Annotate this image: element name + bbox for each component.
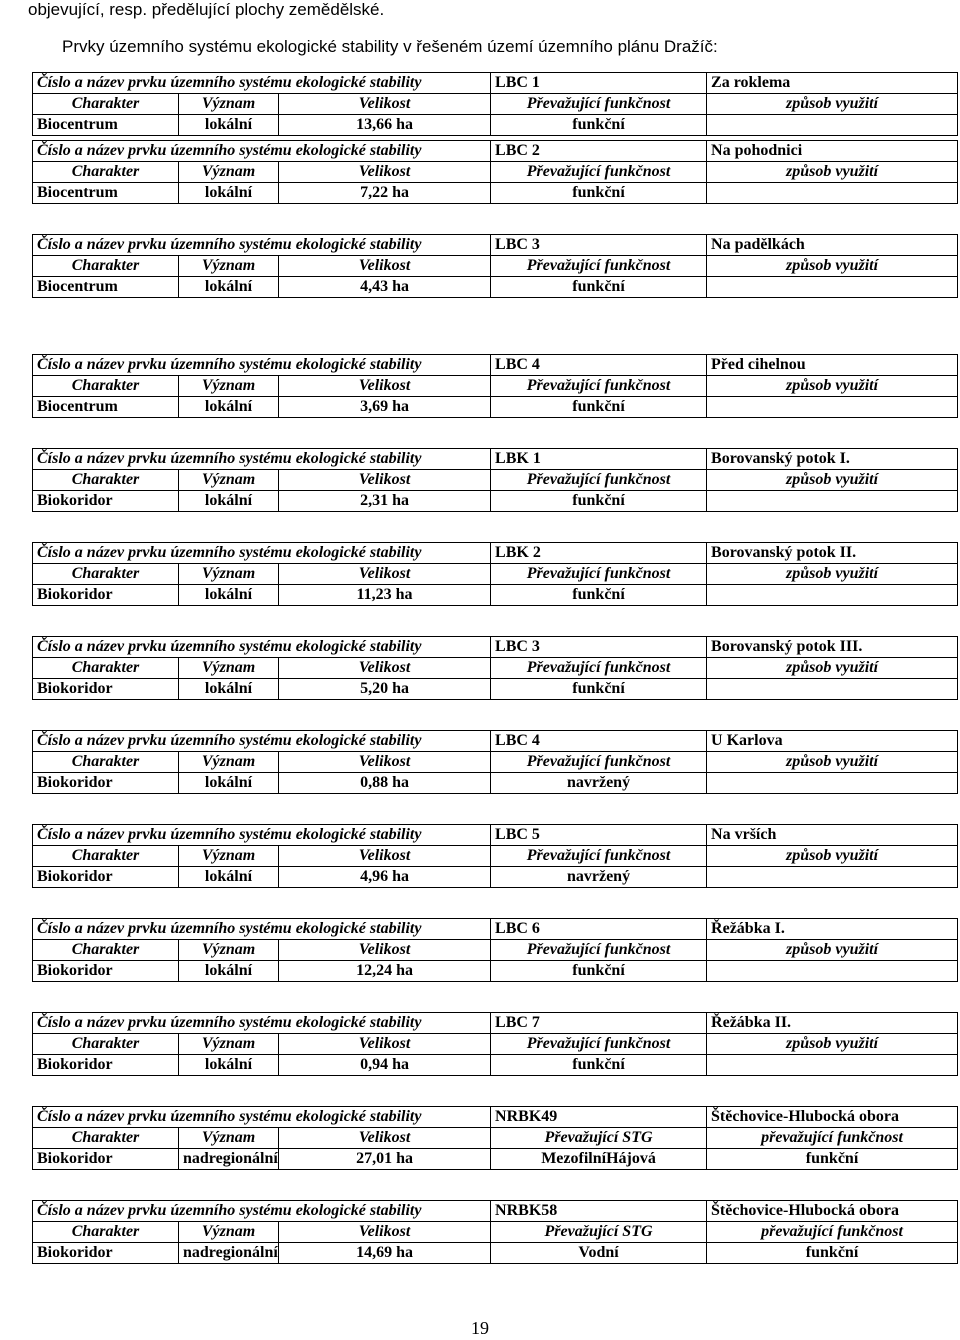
- column-value: Biocentrum: [33, 115, 179, 136]
- column-label: způsob využití: [707, 94, 958, 115]
- column-value: 12,24 ha: [279, 961, 491, 982]
- element-header-label: Číslo a název prvku územního systému ekologické stability: [33, 141, 491, 162]
- column-value: 13,66 ha: [279, 115, 491, 136]
- column-value: [707, 183, 958, 204]
- element-name: Na padělkách: [707, 235, 958, 256]
- column-label: způsob využití: [707, 162, 958, 183]
- column-label: převažující funkčnost: [707, 1128, 958, 1149]
- column-value: Biokoridor: [33, 1149, 179, 1170]
- column-label: způsob využití: [707, 1034, 958, 1055]
- element-header-label: Číslo a název prvku územního systému ekologické stability: [33, 731, 491, 752]
- column-label: Velikost: [279, 940, 491, 961]
- column-label: způsob využití: [707, 256, 958, 277]
- column-label: Velikost: [279, 752, 491, 773]
- column-value: Biokoridor: [33, 867, 179, 888]
- element-header-label: Číslo a název prvku územního systému ekologické stability: [33, 235, 491, 256]
- element-name: Před cihelnou: [707, 355, 958, 376]
- column-value: funkční: [491, 1055, 707, 1076]
- element-code: LBC 4: [491, 731, 707, 752]
- usses-element-table: [32, 1106, 958, 1170]
- element-header-label: Číslo a název prvku územního systému ekologické stability: [33, 825, 491, 846]
- column-value: [707, 679, 958, 700]
- column-label: Charakter: [33, 162, 179, 183]
- element-code: LBC 7: [491, 1013, 707, 1034]
- column-value: [707, 115, 958, 136]
- column-value: 4,43 ha: [279, 277, 491, 298]
- column-value: lokální: [179, 961, 279, 982]
- column-label: Převažující STG: [491, 1222, 707, 1243]
- column-label: Charakter: [33, 564, 179, 585]
- column-value: lokální: [179, 115, 279, 136]
- column-label: způsob využití: [707, 940, 958, 961]
- usses-element-table: [32, 730, 958, 794]
- column-label: Převažující funkčnost: [491, 940, 707, 961]
- column-value: 0,88 ha: [279, 773, 491, 794]
- column-label: Charakter: [33, 752, 179, 773]
- column-label: Převažující funkčnost: [491, 94, 707, 115]
- column-label: Velikost: [279, 256, 491, 277]
- usses-element-table: [32, 824, 958, 888]
- column-label: způsob využití: [707, 846, 958, 867]
- column-value: Biokoridor: [33, 585, 179, 606]
- usses-element-table: [32, 448, 958, 512]
- usses-element-table: [32, 1200, 958, 1264]
- column-value: 0,94 ha: [279, 1055, 491, 1076]
- element-header-label: Číslo a název prvku územního systému ekologické stability: [33, 355, 491, 376]
- column-label: Velikost: [279, 1128, 491, 1149]
- element-code: LBC 4: [491, 355, 707, 376]
- column-value: funkční: [491, 585, 707, 606]
- intro-line-2: Prvky územního systému ekologické stability v řešeném území územního plánu Dražíč:: [62, 37, 718, 56]
- column-value: MezofilníHájová: [491, 1149, 707, 1170]
- column-label: Charakter: [33, 658, 179, 679]
- usses-element-table: [32, 918, 958, 982]
- column-label: způsob využití: [707, 376, 958, 397]
- column-value: [707, 1055, 958, 1076]
- column-label: Význam: [179, 752, 279, 773]
- column-label: Charakter: [33, 1034, 179, 1055]
- column-value: [707, 491, 958, 512]
- element-code: LBC 3: [491, 235, 707, 256]
- column-value: [707, 585, 958, 606]
- element-code: LBC 3: [491, 637, 707, 658]
- column-value: [707, 867, 958, 888]
- element-header-label: Číslo a název prvku územního systému ekologické stability: [33, 1201, 491, 1222]
- column-value: lokální: [179, 183, 279, 204]
- column-label: způsob využití: [707, 470, 958, 491]
- column-value: Biocentrum: [33, 277, 179, 298]
- column-label: způsob využití: [707, 658, 958, 679]
- column-value: lokální: [179, 277, 279, 298]
- column-label: Význam: [179, 564, 279, 585]
- intro-line-1: objevující, resp. předělující plochy zemědělské.: [28, 0, 385, 19]
- usses-element-table: [32, 1012, 958, 1076]
- usses-element-table: [32, 354, 958, 418]
- element-code: NRBK58: [491, 1201, 707, 1222]
- element-name: U Karlova: [707, 731, 958, 752]
- column-value: 11,23 ha: [279, 585, 491, 606]
- column-value: funkční: [707, 1149, 958, 1170]
- usses-element-table: [32, 72, 958, 136]
- column-label: Význam: [179, 1222, 279, 1243]
- column-value: funkční: [491, 491, 707, 512]
- column-label: Velikost: [279, 470, 491, 491]
- column-value: funkční: [491, 679, 707, 700]
- element-name: Řežábka II.: [707, 1013, 958, 1034]
- column-value: funkční: [491, 277, 707, 298]
- column-value: lokální: [179, 679, 279, 700]
- column-label: Převažující funkčnost: [491, 376, 707, 397]
- column-label: Význam: [179, 376, 279, 397]
- element-code: LBC 2: [491, 141, 707, 162]
- column-value: lokální: [179, 773, 279, 794]
- column-label: Charakter: [33, 94, 179, 115]
- column-label: Význam: [179, 1034, 279, 1055]
- column-label: Význam: [179, 1128, 279, 1149]
- column-label: Charakter: [33, 376, 179, 397]
- element-name: Štěchovice-Hlubocká obora: [707, 1107, 958, 1128]
- element-header-label: Číslo a název prvku územního systému ekologické stability: [33, 1107, 491, 1128]
- column-label: Význam: [179, 94, 279, 115]
- column-label: Význam: [179, 940, 279, 961]
- column-value: lokální: [179, 491, 279, 512]
- column-value: lokální: [179, 867, 279, 888]
- element-name: Štěchovice-Hlubocká obora: [707, 1201, 958, 1222]
- element-code: LBK 1: [491, 449, 707, 470]
- column-label: Význam: [179, 162, 279, 183]
- element-name: Řežábka I.: [707, 919, 958, 940]
- column-value: 2,31 ha: [279, 491, 491, 512]
- column-label: Význam: [179, 256, 279, 277]
- column-label: Velikost: [279, 564, 491, 585]
- column-value: lokální: [179, 1055, 279, 1076]
- column-label: Charakter: [33, 1222, 179, 1243]
- element-code: LBC 1: [491, 73, 707, 94]
- element-name: Za roklema: [707, 73, 958, 94]
- element-code: NRBK49: [491, 1107, 707, 1128]
- column-label: Převažující funkčnost: [491, 1034, 707, 1055]
- usses-element-table: [32, 234, 958, 298]
- column-label: Převažující funkčnost: [491, 564, 707, 585]
- column-label: Charakter: [33, 256, 179, 277]
- column-value: [707, 397, 958, 418]
- column-label: Velikost: [279, 376, 491, 397]
- column-value: navržený: [491, 867, 707, 888]
- column-value: Biocentrum: [33, 397, 179, 418]
- element-name: Na pohodnici: [707, 141, 958, 162]
- element-name: Na vrších: [707, 825, 958, 846]
- usses-element-table: [32, 636, 958, 700]
- column-value: [707, 961, 958, 982]
- column-value: 7,22 ha: [279, 183, 491, 204]
- column-value: funkční: [491, 961, 707, 982]
- column-value: Biokoridor: [33, 773, 179, 794]
- element-code: LBC 5: [491, 825, 707, 846]
- column-label: Převažující funkčnost: [491, 162, 707, 183]
- column-value: lokální: [179, 585, 279, 606]
- column-label: Charakter: [33, 1128, 179, 1149]
- column-label: Význam: [179, 470, 279, 491]
- column-label: způsob využití: [707, 564, 958, 585]
- column-label: Charakter: [33, 940, 179, 961]
- column-value: funkční: [491, 183, 707, 204]
- column-value: [707, 773, 958, 794]
- element-header-label: Číslo a název prvku územního systému ekologické stability: [33, 1013, 491, 1034]
- column-label: Převažující funkčnost: [491, 470, 707, 491]
- column-label: Charakter: [33, 846, 179, 867]
- element-name: Borovanský potok III.: [707, 637, 958, 658]
- column-value: nadregionální: [179, 1149, 279, 1170]
- column-value: Biocentrum: [33, 183, 179, 204]
- column-value: Biokoridor: [33, 491, 179, 512]
- column-value: nadregionální: [179, 1243, 279, 1264]
- element-code: LBK 2: [491, 543, 707, 564]
- column-label: Převažující funkčnost: [491, 256, 707, 277]
- column-label: Převažující STG: [491, 1128, 707, 1149]
- usses-element-table: [32, 542, 958, 606]
- element-header-label: Číslo a název prvku územního systému ekologické stability: [33, 449, 491, 470]
- element-header-label: Číslo a název prvku územního systému ekologické stability: [33, 543, 491, 564]
- column-label: Převažující funkčnost: [491, 846, 707, 867]
- column-value: Biokoridor: [33, 961, 179, 982]
- column-label: Význam: [179, 658, 279, 679]
- column-value: [707, 277, 958, 298]
- column-label: Velikost: [279, 1034, 491, 1055]
- column-value: 14,69 ha: [279, 1243, 491, 1264]
- column-value: Vodní: [491, 1243, 707, 1264]
- column-value: funkční: [491, 397, 707, 418]
- usses-element-table: [32, 140, 958, 204]
- column-label: Velikost: [279, 94, 491, 115]
- column-value: 4,96 ha: [279, 867, 491, 888]
- column-value: funkční: [491, 115, 707, 136]
- element-header-label: Číslo a název prvku územního systému ekologické stability: [33, 919, 491, 940]
- element-name: Borovanský potok II.: [707, 543, 958, 564]
- column-value: 3,69 ha: [279, 397, 491, 418]
- element-name: Borovanský potok I.: [707, 449, 958, 470]
- column-value: Biokoridor: [33, 679, 179, 700]
- column-label: Převažující funkčnost: [491, 658, 707, 679]
- column-value: funkční: [707, 1243, 958, 1264]
- column-label: Velikost: [279, 658, 491, 679]
- column-value: Biokoridor: [33, 1243, 179, 1264]
- column-label: Význam: [179, 846, 279, 867]
- element-header-label: Číslo a název prvku územního systému ekologické stability: [33, 73, 491, 94]
- column-value: Biokoridor: [33, 1055, 179, 1076]
- column-value: lokální: [179, 397, 279, 418]
- column-value: navržený: [491, 773, 707, 794]
- column-label: Velikost: [279, 162, 491, 183]
- column-label: Velikost: [279, 1222, 491, 1243]
- column-label: způsob využití: [707, 752, 958, 773]
- element-code: LBC 6: [491, 919, 707, 940]
- column-label: Velikost: [279, 846, 491, 867]
- column-value: 5,20 ha: [279, 679, 491, 700]
- page-number: 19: [471, 1318, 489, 1338]
- element-header-label: Číslo a název prvku územního systému ekologické stability: [33, 637, 491, 658]
- column-label: Charakter: [33, 470, 179, 491]
- column-label: převažující funkčnost: [707, 1222, 958, 1243]
- column-label: Převažující funkčnost: [491, 752, 707, 773]
- column-value: 27,01 ha: [279, 1149, 491, 1170]
